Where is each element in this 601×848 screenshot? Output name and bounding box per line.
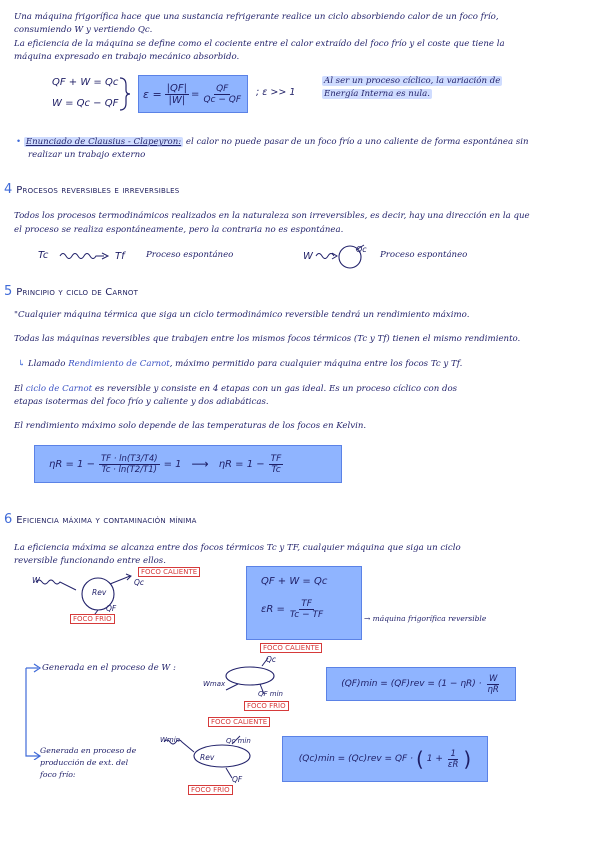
reversible-efficiency-fraction: $\frac{TF}{Tc - TF}$ (289, 599, 324, 620)
section-6-heading: 6 Eficiencia máxima y contaminación mínima (4, 512, 197, 527)
carnot-efficiency-line: ↳ Llamado Rendimiento de Carnot, máximo permitido para cualquier máquina entre los focos Tc y Tf. (18, 359, 463, 369)
cyclic-note-line-2: Energía Interna es nula. (324, 89, 430, 99)
carnot-efficiency-box: ηR = 1 − $\frac{TF \cdot \ln(T3/T4)}{Tc \cdot \ln(T2/T1)}$ = 1 ⟶ ηR = 1 − $\frac{TF}{Tc}$ (34, 445, 342, 483)
cold-source-label-3: FOCO FRÍO (188, 785, 233, 795)
intro-line-4: máquina expresado en trabajo mecánico absorbido. (14, 52, 240, 62)
carnot-cycle-line-2: etapas isotermas del foco frío y caliente y dos adiabáticas. (14, 397, 269, 407)
work-eq: W = Qc − QF (52, 98, 119, 109)
efficiency-fraction-1: $\frac{|QF|}{|W|}$ (166, 82, 188, 106)
work-symbol: W (303, 251, 313, 262)
intro-line-2: consumiendo W y vertiendo Qc. (14, 25, 153, 35)
carnot-temp-fraction: $\frac{TF}{Tc}$ (270, 453, 282, 475)
min-cold-heat-box: (QF)min = (QF)rev = (1 − ηR) · $\frac{W}{\eta R}$ (326, 667, 516, 701)
hot-source-label-2: FOCO CALIENTE (260, 643, 322, 653)
implies-arrow-icon: ⟶ (191, 457, 209, 471)
spontaneous-label-2: Proceso espontáneo (380, 250, 468, 260)
diagram2-qfmin: QF min (258, 690, 283, 698)
diagram1-qc: Qc (134, 578, 145, 587)
section-4-paragraph-line-2: el proceso se realiza espontáneamente, pero la contraria no es espontánea. (14, 225, 344, 235)
bracket-arrow-icon (12, 660, 42, 760)
hot-source-label-1: FOCO CALIENTE (138, 567, 200, 577)
diagram2-qc: Qc (266, 655, 277, 664)
tc-label: Tc (38, 250, 49, 261)
section-4-heading: 4 Procesos reversibles e irreversibles (4, 182, 180, 197)
diagram1-w: W (32, 576, 40, 585)
reversible-fridge-box: QF + W = Qc εR = $\frac{TF}{Tc - TF}$ (246, 566, 362, 640)
spontaneous-label-1: Proceso espontáneo (146, 250, 234, 260)
generated-by-work-label: Generada en el proceso de W : (42, 663, 176, 673)
section-6-paragraph-line-1: La eficiencia máxima se alcanza entre dos focos térmicos Tc y TF, cualquier máquina que siga un ciclo (14, 543, 461, 553)
carnot-principle: "Cualquier máquina térmica que siga un ciclo termodinámico reversible tendrá un rendimiento máximo. (14, 310, 470, 320)
brace-icon (118, 76, 132, 112)
cold-source-label-2: FOCO FRÍO (244, 701, 289, 711)
wavy-arrow-icon (58, 250, 112, 262)
efficiency-formula-box: ε = $\frac{|QF|}{|W|}$ = $\frac{QF}{Qc - QF}$ (138, 75, 248, 113)
min-cold-heat-fraction: $\frac{W}{\eta R}$ (487, 673, 499, 695)
qc-label: Qc (356, 245, 367, 254)
cold-source-label-1: FOCO FRÍO (70, 614, 115, 624)
section-5-heading: 5 Principio y ciclo de Carnot (4, 284, 139, 299)
generated-by-production-line-2: producción de ext. del (40, 758, 129, 767)
diagram1-qf: QF (106, 604, 117, 613)
tf-label: Tf (115, 251, 125, 262)
reversible-machines-statement: Todas las máquinas reversibles que trabajen entre los mismos focos térmicos (Tc y Tf) tienen el mismo rendimiento. (14, 334, 521, 344)
generated-by-production-line-3: foco frío: (40, 770, 76, 779)
hot-source-label-3: FOCO CALIENTE (208, 717, 270, 727)
min-hot-heat-fraction: $\frac{1}{\varepsilon R}$ (447, 748, 459, 770)
efficiency-condition: ; ε >> 1 (256, 87, 296, 98)
efficiency-lhs: ε = (143, 87, 162, 101)
diagram3-wmin: Wmin (160, 736, 181, 744)
diagram2-wmax: Wmax (203, 680, 226, 688)
energy-balance-eq: QF + W = Qc (52, 77, 119, 88)
section-4-paragraph-line-1: Todos los procesos termodinámicos realizados en la naturaleza son irreversibles, es decir, hay una dirección en la que (14, 211, 530, 221)
carnot-cycle-line-1: El ciclo de Carnot es reversible y consiste en 4 etapas con un gas ideal. Es un proceso cíclico con dos (14, 384, 458, 394)
kelvin-statement: El rendimiento máximo solo depende de las temperaturas de los focos en Kelvin. (14, 421, 367, 431)
diagram3-qf: QF (232, 775, 243, 784)
efficiency-fraction-2: $\frac{QF}{Qc - QF}$ (203, 83, 241, 105)
min-hot-heat-box: (Qc)min = (Qc)rev = QF · ( 1 + $\frac{1}{\varepsilon R}$ ) (282, 736, 488, 782)
carnot-log-fraction: $\frac{TF \cdot \ln(T3/T4)}{Tc \cdot \ln(T2/T1)}$ (100, 453, 158, 475)
intro-line-3: La eficiencia de la máquina se define como el cociente entre el calor extraído del foco frío y el coste que tiene la (14, 39, 505, 49)
reversible-fridge-note: → máquina frigorífica reversible (364, 614, 487, 623)
clausius-statement: • Enunciado de Clausius - Clapeyron: el calor no puede pasar de un foco frío a uno caliente de forma espontánea sin (16, 137, 529, 147)
diagram1-rev: Rev (92, 588, 107, 597)
clausius-statement-line-2: realizar un trabajo externo (28, 150, 146, 160)
generated-by-production-line-1: Generada en proceso de (40, 746, 137, 755)
diagram3-rev: Rev (200, 753, 215, 762)
intro-line-1: Una máquina frigorífica hace que una sustancia refrigerante realice un ciclo absorbiendo calor de un foco frío, (14, 12, 499, 22)
diagram3-qcmin: Qc min (226, 737, 251, 745)
cyclic-note-line-1: Al ser un proceso cíclico, la variación de (324, 76, 501, 86)
section-6-paragraph-line-2: reversible funcionando entre ellos. (14, 556, 166, 566)
